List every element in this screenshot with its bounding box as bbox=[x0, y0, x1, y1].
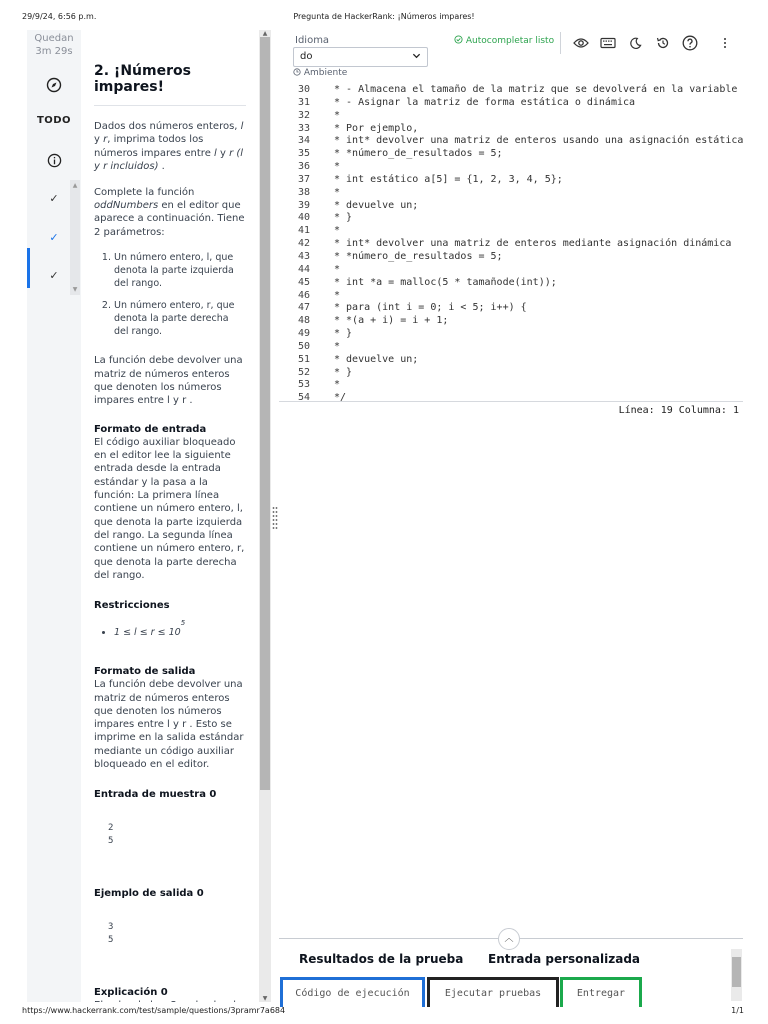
line-text: * bbox=[334, 109, 341, 121]
code-line[interactable] bbox=[279, 174, 743, 187]
code-line[interactable] bbox=[279, 379, 743, 392]
line-text: */ bbox=[334, 392, 347, 402]
constraints-heading: Restricciones bbox=[94, 600, 170, 612]
collapse-results-button[interactable]: ︿ bbox=[498, 928, 520, 950]
environment-label: Ambiente bbox=[303, 68, 348, 78]
timer-value: 3m 29s bbox=[35, 46, 73, 57]
chevron-down-icon bbox=[412, 51, 421, 63]
code-line[interactable] bbox=[279, 225, 743, 238]
problem-scrollbar[interactable] bbox=[259, 30, 271, 1002]
line-text: * *número_de_resultados = 5; bbox=[334, 250, 503, 262]
help-icon[interactable] bbox=[679, 32, 701, 54]
keyboard-icon[interactable] bbox=[597, 32, 619, 54]
language-value: do bbox=[300, 51, 313, 62]
code-line[interactable] bbox=[279, 354, 743, 367]
code-line[interactable] bbox=[279, 277, 743, 290]
history-icon[interactable] bbox=[652, 32, 674, 54]
rail-scrollbar[interactable] bbox=[70, 180, 80, 295]
line-text: * } bbox=[334, 328, 353, 340]
moon-icon[interactable] bbox=[624, 32, 646, 54]
output-format-text: La función debe devolver una matriz de números enteros que denoten los números impares entre l y r . Esto se imprime en la salida estándar mediante un código auxiliar bloqueado en el editor. bbox=[94, 679, 244, 771]
rail-todo[interactable]: TODO bbox=[36, 115, 72, 126]
line-number: 46 bbox=[297, 289, 310, 301]
line-number: 35 bbox=[297, 148, 310, 160]
line-number: 50 bbox=[297, 340, 310, 352]
print-header bbox=[0, 0, 768, 30]
code-line[interactable] bbox=[279, 302, 743, 315]
code-line[interactable] bbox=[279, 367, 743, 380]
constraints-list bbox=[94, 619, 246, 639]
problem-title: 2. ¡Números impares! bbox=[94, 63, 246, 106]
more-options-icon[interactable] bbox=[714, 32, 736, 54]
code-line[interactable] bbox=[279, 187, 743, 200]
line-text: * bbox=[334, 225, 341, 237]
problem-intro: Dados dos números enteros, l y r, imprima todos los números impares entre l y r (l y r incluidos) . bbox=[94, 121, 244, 173]
code-editor[interactable] bbox=[279, 84, 743, 402]
language-label: Idioma bbox=[295, 35, 330, 46]
code-line[interactable] bbox=[279, 84, 743, 97]
results-scrollbar[interactable] bbox=[731, 949, 742, 1001]
eye-icon[interactable] bbox=[570, 32, 592, 54]
code-line[interactable] bbox=[279, 238, 743, 251]
line-number: 53 bbox=[297, 379, 310, 391]
parameter-item: 1. Un número entero, l, que denota la parte izquierda del rango. bbox=[114, 251, 246, 290]
rail-scroll-down-icon[interactable]: ▼ bbox=[72, 286, 78, 293]
results-panel bbox=[279, 934, 743, 1002]
print-url: https://www.hackerrank.com/test/sample/questions/3pramr7a684 bbox=[22, 1006, 286, 1015]
line-text: * para (int i = 0; i < 5; i++) { bbox=[334, 302, 527, 314]
sample-input-heading: Entrada de muestra 0 bbox=[94, 789, 217, 801]
parameter-list bbox=[94, 251, 246, 338]
line-text: * bbox=[334, 289, 341, 301]
print-title: Pregunta de HackerRank: ¡Números impares! bbox=[293, 12, 475, 21]
problem-returns: La función debe devolver una matriz de números enteros que denoten los números impares entre l y r . bbox=[94, 355, 243, 407]
autocomplete-status[interactable] bbox=[454, 35, 554, 46]
timer bbox=[27, 32, 81, 58]
cursor-position-status: Línea: 19 Columna: 1 bbox=[279, 401, 743, 419]
code-line[interactable] bbox=[279, 161, 743, 174]
code-line[interactable] bbox=[279, 315, 743, 328]
line-number: 31 bbox=[297, 96, 310, 108]
line-number: 40 bbox=[297, 212, 310, 224]
info-icon[interactable] bbox=[41, 147, 67, 173]
parameter-item: 2. Un número entero, r, que denota la parte derecha del rango. bbox=[114, 299, 246, 338]
editor-toolbar bbox=[279, 30, 743, 82]
toolbar-separator bbox=[560, 32, 561, 54]
problem-complete: Complete la función oddNumbers en el editor que aparece a continuación. Tiene 2 parámetros: bbox=[94, 186, 245, 238]
active-question-indicator bbox=[27, 248, 30, 288]
line-text: * int *a = malloc(5 * tamañode(int)); bbox=[334, 276, 557, 288]
timer-label: Quedan bbox=[34, 33, 74, 44]
sample-output: 3 5 bbox=[108, 922, 114, 946]
line-text: * bbox=[334, 340, 341, 352]
results-scroll-thumb[interactable] bbox=[732, 957, 741, 987]
line-number: 47 bbox=[297, 302, 310, 314]
submit-button[interactable]: Entregar bbox=[560, 977, 642, 1007]
code-line[interactable] bbox=[279, 135, 743, 148]
input-format-heading: Formato de entrada bbox=[94, 423, 207, 435]
line-number: 49 bbox=[297, 328, 310, 340]
code-line[interactable] bbox=[279, 123, 743, 136]
code-line[interactable] bbox=[279, 110, 743, 123]
line-text: * devuelve un; bbox=[334, 199, 419, 211]
line-text: * int* devolver una matriz de enteros mediante asignación dinámica bbox=[334, 238, 732, 250]
code-line[interactable] bbox=[279, 264, 743, 277]
line-number: 34 bbox=[297, 135, 310, 147]
constraint-item: • $1 \le l \le r \le 10^5$ bbox=[114, 625, 246, 638]
code-line[interactable] bbox=[279, 328, 743, 341]
language-select[interactable] bbox=[293, 47, 428, 67]
line-text: * bbox=[334, 263, 341, 275]
run-code-button[interactable]: Código de ejecución bbox=[280, 977, 425, 1007]
line-text: * } bbox=[334, 212, 353, 224]
explanation-heading: Explicación 0 bbox=[94, 987, 168, 999]
line-text: * int estático a[5] = {1, 2, 3, 4, 5}; bbox=[334, 173, 563, 185]
tab-test-results[interactable]: Resultados de la prueba bbox=[299, 952, 464, 966]
sample-output-heading: Ejemplo de salida 0 bbox=[94, 888, 204, 900]
input-format-text: El código auxiliar bloqueado en el editor lee la siguiente entrada desde la entrada estándar y la pasa a la función: La primera línea contiene un número entero, l, que denota la parte izquierda del rango. La segunda línea contiene un número entero, r, que denota la parte derecha del rango. bbox=[94, 436, 245, 581]
print-footer bbox=[0, 1002, 768, 1024]
autocomplete-label: Autocompletar listo bbox=[465, 36, 555, 46]
line-text: * Por ejemplo, bbox=[334, 122, 419, 134]
line-text: * bbox=[334, 186, 341, 198]
line-number: 54 bbox=[297, 392, 310, 402]
question-3-check-icon[interactable]: ✓ bbox=[49, 269, 59, 282]
line-number: 52 bbox=[297, 366, 310, 378]
line-number: 33 bbox=[297, 122, 310, 134]
code-line[interactable] bbox=[279, 212, 743, 225]
line-text: * bbox=[334, 379, 341, 391]
run-tests-button[interactable]: Ejecutar pruebas bbox=[427, 977, 559, 1007]
code-line[interactable] bbox=[279, 290, 743, 303]
question-1-check-icon[interactable]: ✓ bbox=[49, 192, 59, 205]
code-line[interactable] bbox=[279, 97, 743, 110]
output-format-heading: Formato de salida bbox=[94, 666, 196, 678]
line-number: 43 bbox=[297, 250, 310, 262]
print-page-number: 1/1 bbox=[731, 1006, 744, 1015]
line-number: 36 bbox=[297, 161, 310, 173]
line-number: 44 bbox=[297, 263, 310, 275]
line-text: * bbox=[334, 161, 341, 173]
line-number: 30 bbox=[297, 84, 310, 95]
environment-link[interactable] bbox=[293, 68, 347, 78]
scroll-thumb[interactable] bbox=[260, 37, 270, 790]
line-text: * int* devolver una matriz de enteros usando una asignación estática bbox=[334, 135, 743, 147]
code-line[interactable] bbox=[279, 200, 743, 213]
line-number: 42 bbox=[297, 238, 310, 250]
left-rail bbox=[27, 30, 81, 1002]
line-number: 32 bbox=[297, 109, 310, 121]
tab-custom-input[interactable]: Entrada personalizada bbox=[488, 952, 641, 966]
line-text: * devuelve un; bbox=[334, 353, 419, 365]
line-text: * - Almacena el tamaño de la matriz que se devolverá en la variable bbox=[334, 84, 738, 95]
scroll-up-icon[interactable]: ▲ bbox=[262, 30, 268, 37]
line-number: 51 bbox=[297, 353, 310, 365]
check-circle-icon bbox=[454, 35, 463, 44]
line-number: 48 bbox=[297, 315, 310, 327]
rail-scroll-up-icon[interactable]: ▲ bbox=[72, 182, 78, 189]
compass-icon[interactable] bbox=[41, 72, 67, 98]
code-line[interactable] bbox=[279, 148, 743, 161]
scroll-down-icon[interactable]: ▼ bbox=[262, 995, 268, 1002]
line-text: * } bbox=[334, 366, 353, 378]
line-number: 38 bbox=[297, 186, 310, 198]
editor-panel bbox=[279, 30, 743, 1002]
line-text: * - Asignar la matriz de forma estática o dinámica bbox=[334, 96, 636, 108]
line-number: 41 bbox=[297, 225, 310, 237]
code-line[interactable] bbox=[279, 341, 743, 354]
sample-input: 2 5 bbox=[108, 823, 114, 847]
line-number: 37 bbox=[297, 173, 310, 185]
problem-panel bbox=[82, 30, 258, 1002]
line-text: * *número_de_resultados = 5; bbox=[334, 148, 503, 160]
panel-resize-handle[interactable] bbox=[272, 506, 278, 532]
line-number: 45 bbox=[297, 276, 310, 288]
line-number: 39 bbox=[297, 199, 310, 211]
question-2-check-icon[interactable]: ✓ bbox=[49, 231, 59, 244]
line-text: * *(a + i) = i + 1; bbox=[334, 315, 449, 327]
code-line[interactable] bbox=[279, 251, 743, 264]
clock-icon bbox=[293, 68, 301, 76]
print-datetime: 29/9/24, 6:56 p.m. bbox=[22, 12, 97, 21]
